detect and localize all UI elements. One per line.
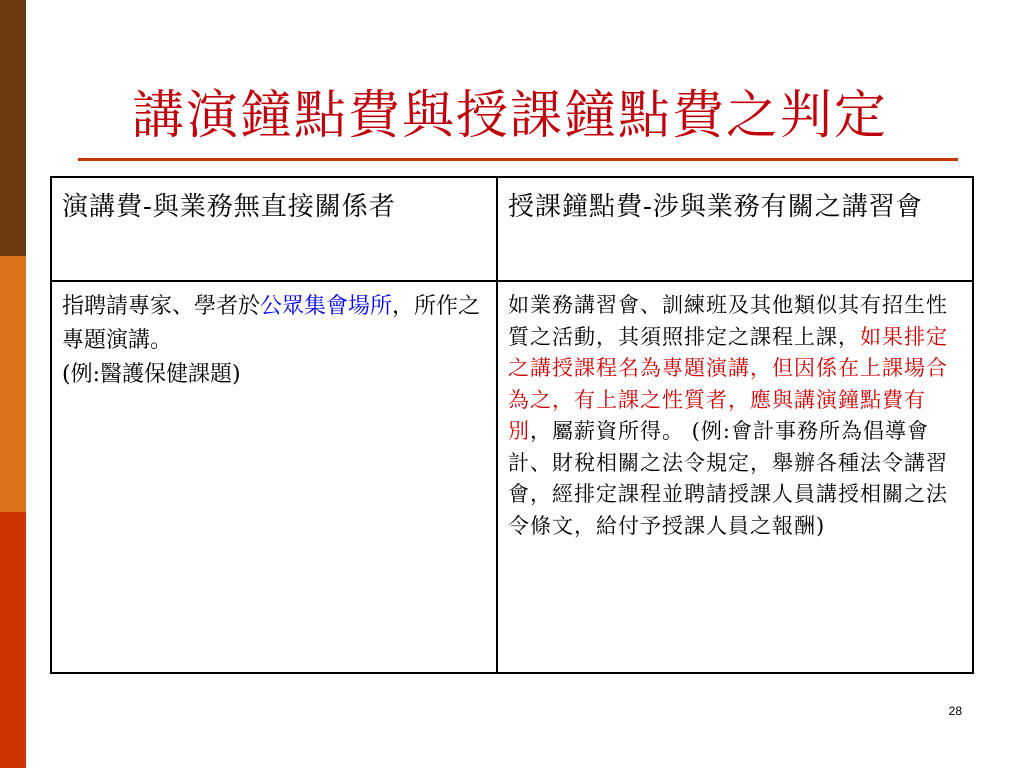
side-accent-bar-top xyxy=(0,0,26,256)
header-teaching-fee: 授課鐘點費-涉與業務有關之講習會 xyxy=(497,177,973,281)
header-lecture-fee: 演講費-與業務無直接關係者 xyxy=(51,177,497,281)
title-underline xyxy=(78,158,958,161)
comparison-table xyxy=(50,176,974,674)
lecture-text-part2: ，所作之專題演講。 xyxy=(62,294,481,353)
teaching-text-part1: 如業務講習會、訓練班及其他類似其有招生性質之活動，其須照排定之課程上課， xyxy=(508,293,948,349)
public-venue-highlight: 公眾集會場所 xyxy=(260,294,393,319)
distinction-highlight: 如果排定之講授課程名為專題演講，但因係在上課場合為之，有上課之性質者，應與講演鐘點費有別 xyxy=(508,324,948,443)
page-number: 28 xyxy=(948,704,962,718)
table-body-row xyxy=(51,281,973,673)
teaching-text-part2: ，屬薪資所得。 (例:會計事務所為倡導會計、財稅相關之法令規定，舉辦各種法令講習會，經排定課程並聘請授課人員講授相關之法令條文，給付予授課人員之報酬) xyxy=(508,419,948,538)
table-header-row xyxy=(51,177,973,281)
lecture-fee-description xyxy=(51,281,497,673)
lecture-text-part1: 指聘請專家、學者於 xyxy=(62,294,261,319)
lecture-example: (例:醫護保健課題) xyxy=(62,362,241,387)
slide-title: 講演鐘點費與授課鐘點費之判定 xyxy=(131,86,888,146)
teaching-fee-description xyxy=(497,281,973,673)
side-accent-bar-middle xyxy=(0,256,26,512)
side-accent-bar-bottom xyxy=(0,512,26,768)
